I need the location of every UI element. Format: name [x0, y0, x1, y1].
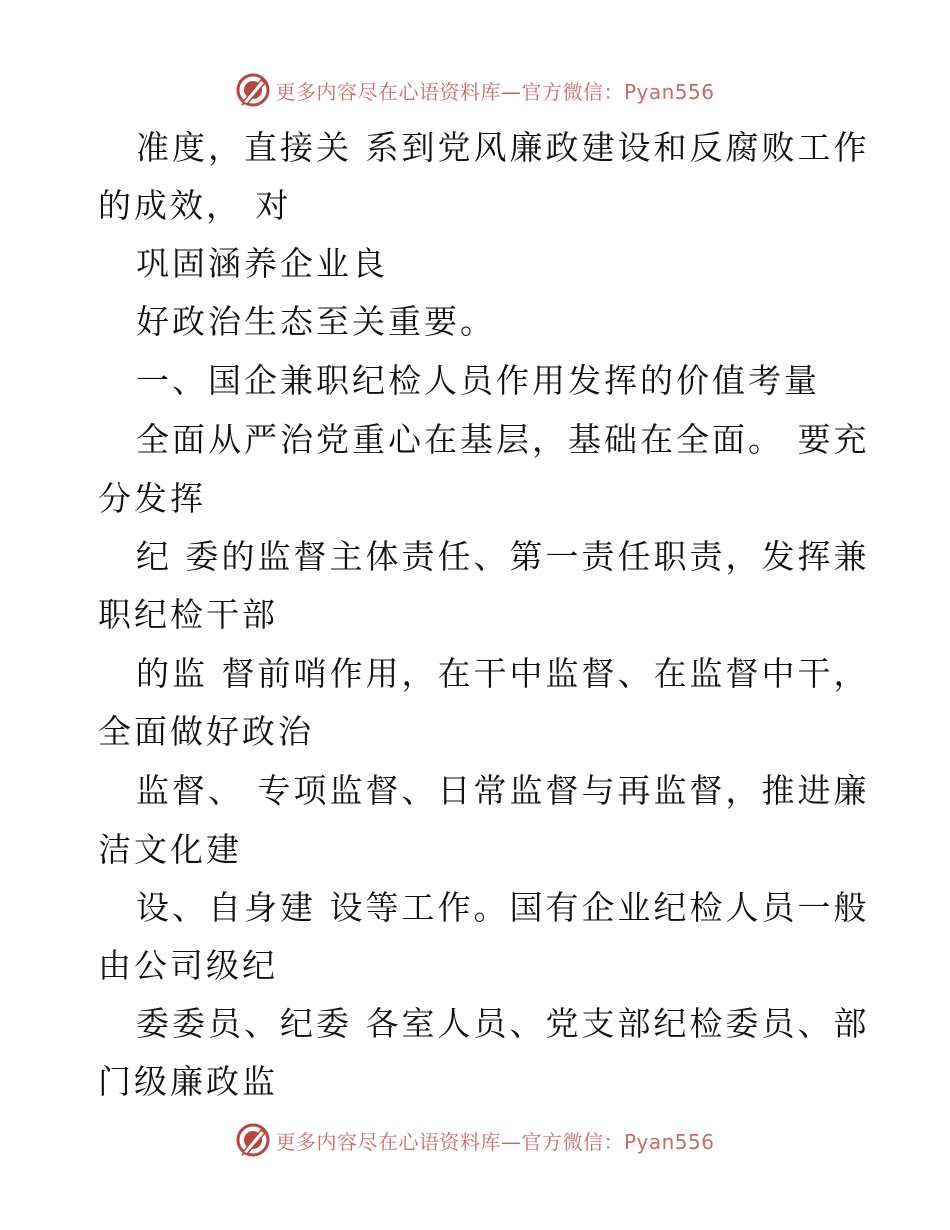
body-line: 职纪检干部	[98, 595, 278, 634]
body-line: 分发挥	[98, 479, 206, 518]
body-line: 纪 委的监督主体责任、第一责任职责，发挥兼	[136, 537, 870, 576]
body-line: 门级廉政监	[98, 1062, 278, 1101]
body-line: 的监 督前哨作用，在干中监督、在监督中干，	[136, 654, 870, 693]
body-line: 由公司级纪	[98, 946, 278, 985]
body-line: 准度，直接关 系到党风廉政建设和反腐败工作	[136, 128, 870, 167]
body-line: 委委员、纪委 各室人员、党支部纪检委员、部	[136, 1004, 870, 1043]
body-line: 全面做好政治	[98, 712, 314, 751]
body-line: 设、自身建 设等工作。国有企业纪检人员一般	[136, 888, 870, 927]
body-line: 好政治生态至关重要。	[136, 302, 496, 341]
body-line: 洁文化建	[98, 830, 242, 869]
footer-banner-text: 更多内容尽在心语资料库—官方微信：Pyan556	[275, 1129, 715, 1154]
body-line: 的成效， 对	[98, 186, 292, 225]
footer-banner	[0, 1120, 950, 1160]
body-line: 监督、 专项监督、日常监督与再监督，推进廉	[136, 771, 870, 810]
section-heading: 一、国企兼职纪检人员作用发挥的价值考量	[136, 361, 820, 400]
pen-logo-icon	[235, 1122, 271, 1158]
header-banner-text: 更多内容尽在心语资料库—官方微信：Pyan556	[275, 79, 715, 104]
body-line: 巩固涵养企业良	[136, 244, 388, 283]
body-line: 全面从严治党重心在基层，基础在全面。 要充	[136, 420, 870, 459]
header-banner	[0, 70, 950, 110]
pen-logo-icon	[235, 72, 271, 108]
